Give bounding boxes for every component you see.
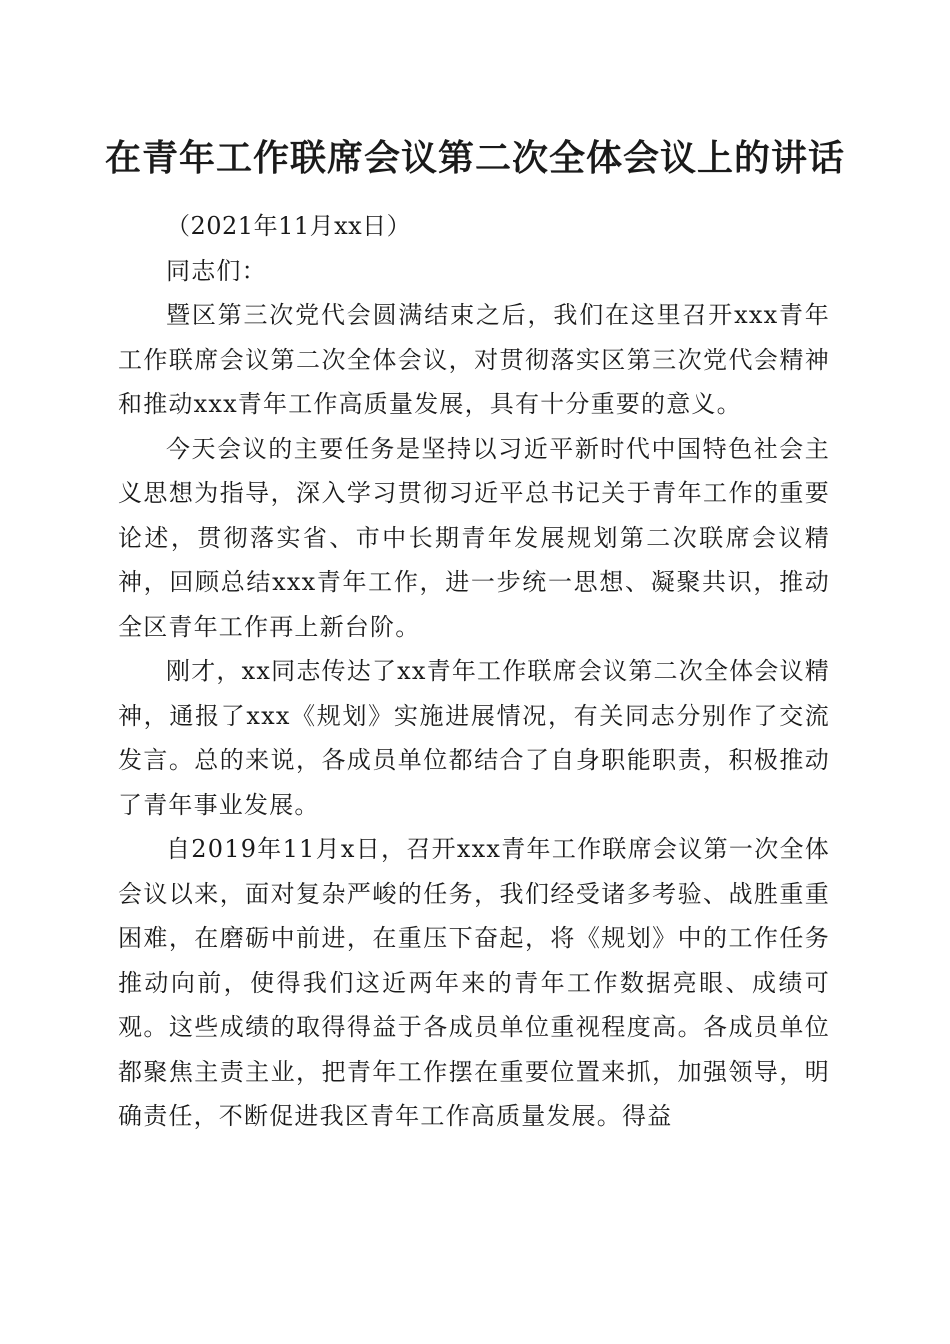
- paragraph-main-task: 今天会议的主要任务是坚持以习近平新时代中国特色社会主义思想为指导，深入学习贯彻习近平总书记关于青年工作的重要论述，贯彻落实省、市中长期青年发展规划第二次联席会议精神，回顾总结xxx青年工作，进一步统一思想、凝聚共识，推动全区青年工作再上新台阶。: [118, 434, 830, 641]
- document-body: [118, 204, 830, 1139]
- paragraph-summary: 刚才，xx同志传达了xx青年工作联席会议第二次全体会议精神，通报了xxx《规划》实施进展情况，有关同志分别作了交流发言。总的来说，各成员单位都结合了自身职能职责，积极推动了青年事业发展。: [118, 657, 830, 819]
- paragraph-opening: 暨区第三次党代会圆满结束之后，我们在这里召开xxx青年工作联席会议第二次全体会议，对贯彻落实区第三次党代会精神和推动xxx青年工作高质量发展，具有十分重要的意义。: [118, 301, 830, 418]
- paragraph-review: 自2019年11月x日，召开xxx青年工作联席会议第一次全体会议以来，面对复杂严峻的任务，我们经受诸多考验、战胜重重困难，在磨砺中前进，在重压下奋起，将《规划》中的工作任务推动向前，使得我们这近两年来的青年工作数据亮眼、成绩可观。这些成绩的取得得益于各成员单位重视程度高。各成员单位都聚焦主责主业，把青年工作摆在重要位置来抓，加强领导，明确责任，不断促进我区青年工作高质量发展。得益: [118, 835, 830, 1130]
- speech-date: （2021年11月xx日）: [166, 212, 412, 240]
- document-title: 在青年工作联席会议第二次全体会议上的讲话: [104, 137, 845, 179]
- salutation: 同志们：: [166, 256, 267, 285]
